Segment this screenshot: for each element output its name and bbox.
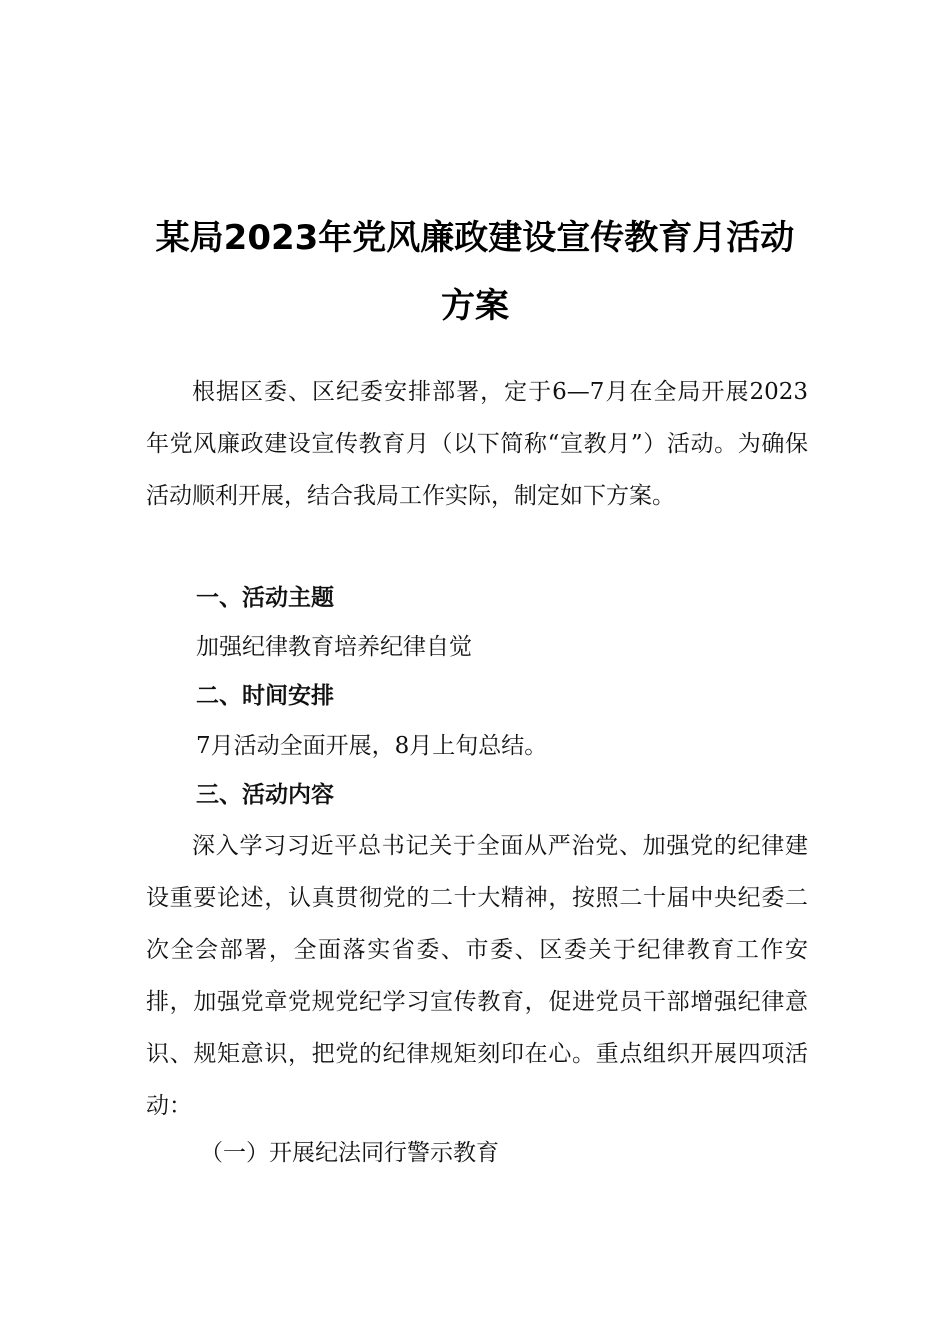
subsection-1-heading: （一）开展纪法同行警示教育 <box>200 1140 499 1166</box>
intro-paragraph: 根据区委、区纪委安排部署，定于6—7月在全局开展2023年党风廉政建设宣传教育月（以下简称“宣教月”）活动。为确保活动顺利开展，结合我局工作实际，制定如下方案。 <box>146 379 808 509</box>
section-3-body: 深入学习习近平总书记关于全面从严治党、加强党的纪律建设重要论述，认真贯彻党的二十大精神，按照二十届中央纪委二次全会部署，全面落实省委、市委、区委关于纪律教育工作安排，加强党章党规党纪学习宣传教育，促进党员干部增强纪律意识、规矩意识，把党的纪律规矩刻印在心。重点组织开展四项活动： <box>146 833 808 1119</box>
section-1-heading: 一、活动主题 <box>196 585 334 611</box>
document-title-line-1: 某局2023年党风廉政建设宣传教育月活动 <box>155 218 795 258</box>
section-1-body: 加强纪律教育培养纪律自觉 <box>196 634 472 660</box>
section-3-heading: 三、活动内容 <box>196 782 334 808</box>
section-2-body: 7月活动全面开展，8月上旬总结。 <box>196 733 548 759</box>
section-2-heading: 二、时间安排 <box>196 683 334 709</box>
document-title-line-2: 方案 <box>441 286 509 326</box>
